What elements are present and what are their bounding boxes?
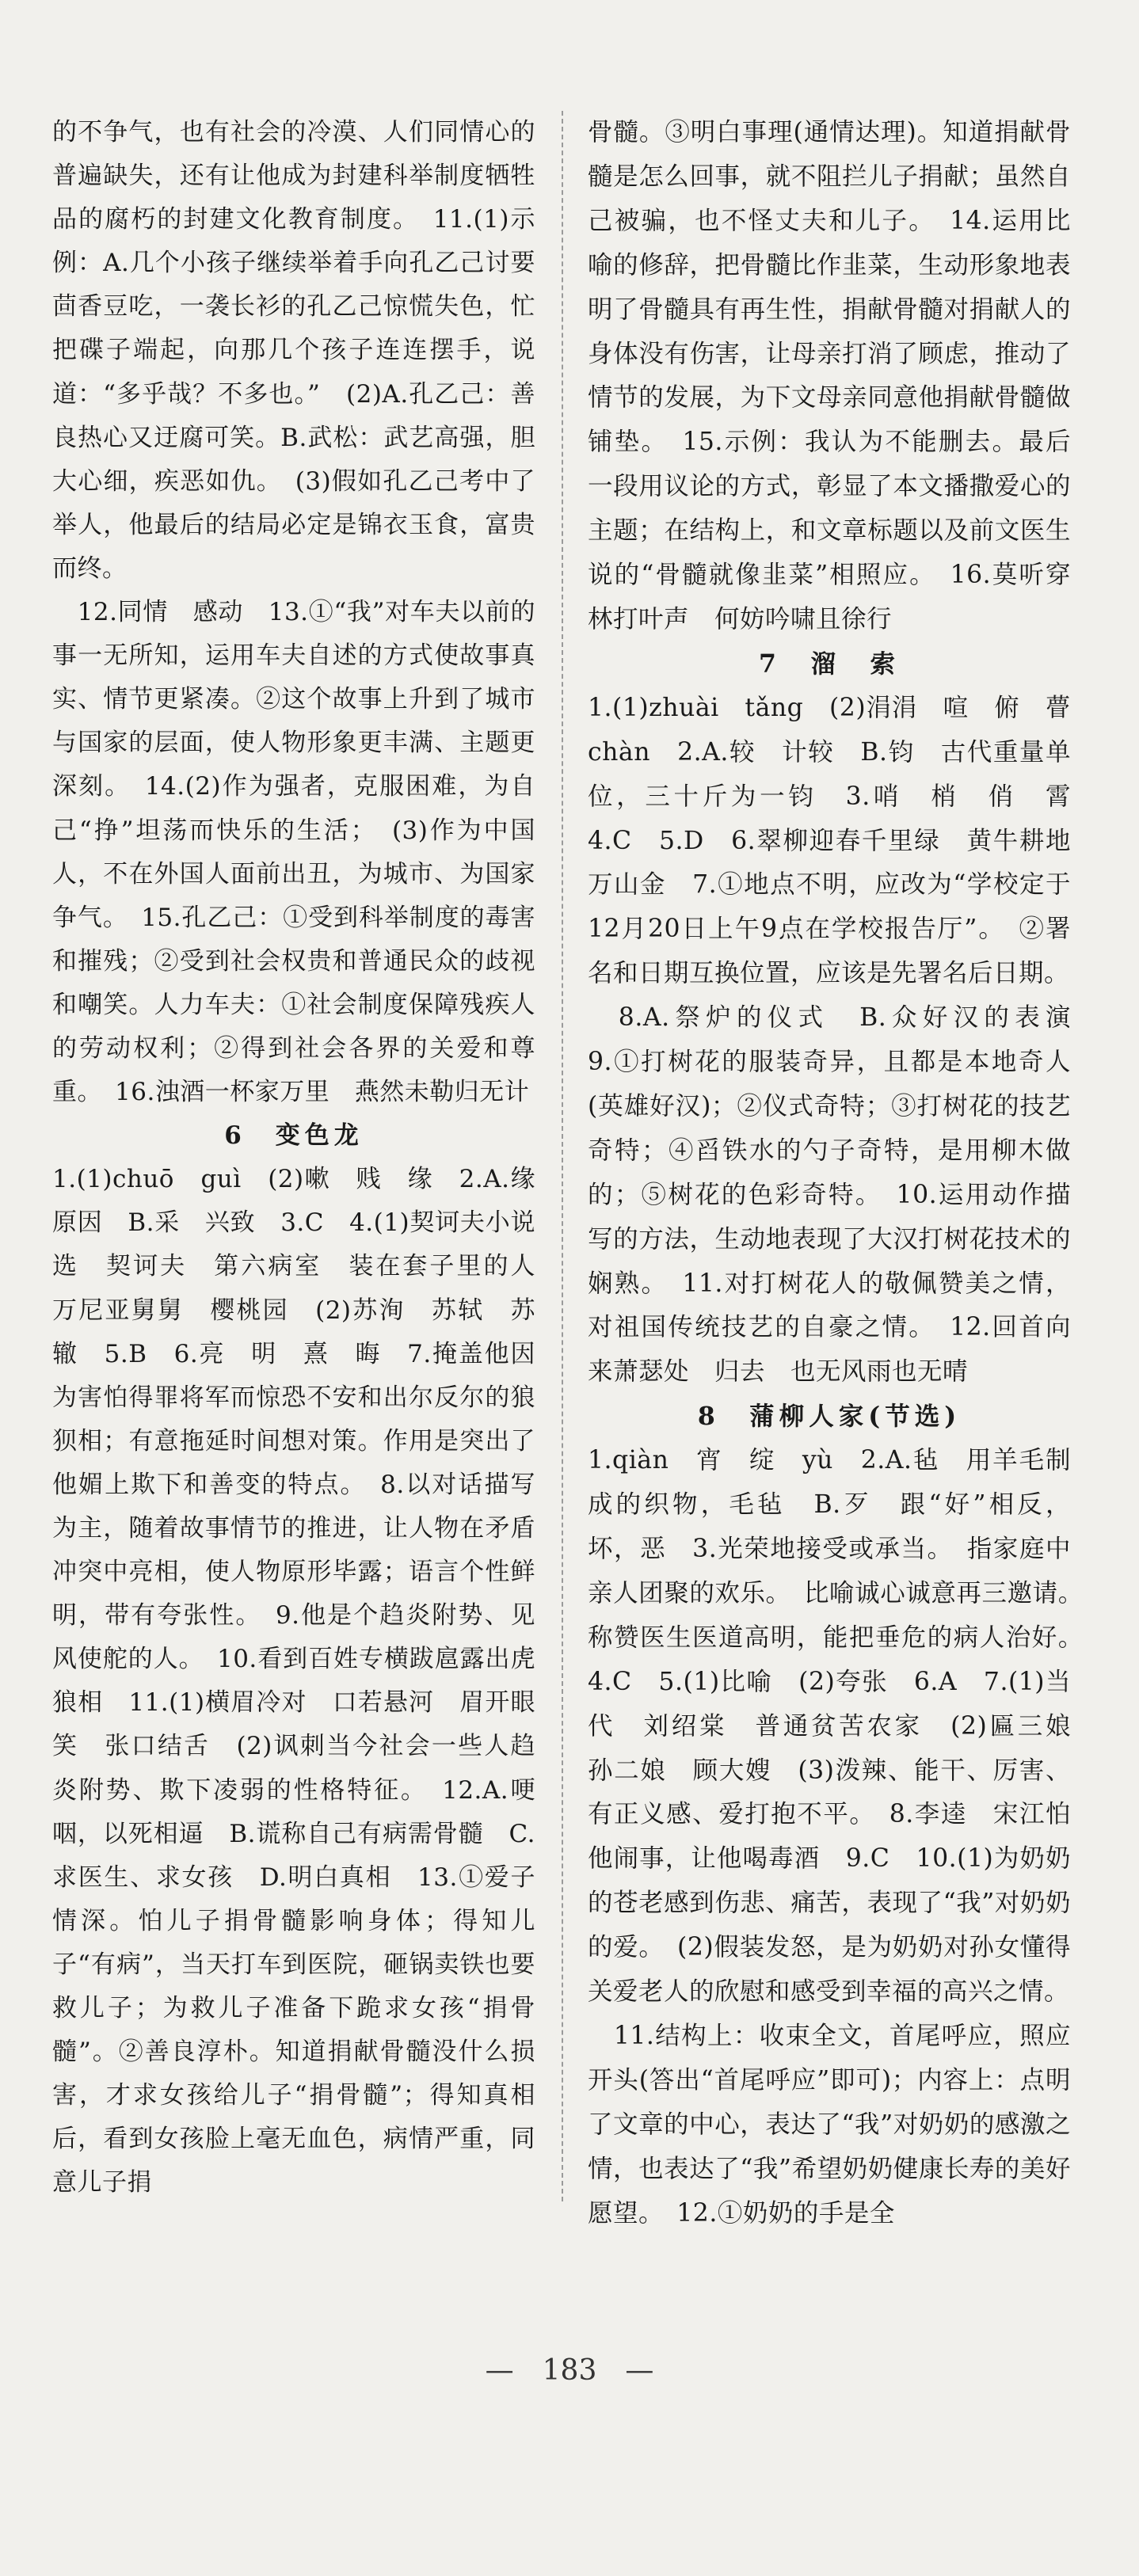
paragraph: 1.(1)zhuài tǎng (2)涓涓 喧 俯 瞢 chàn 2.A.较 计较 B.钧 古代重量单位，三十斤为一钧 3.哨 梢 俏 霄 4.C 5.D 6.翠柳迎春千里绿 黄牛耕地万山金 7.①地点不明，应改为“学校定于12月20日上午9点在学校报告厅”。 ②署名和日期互换位置，应该是先署名后日期。 [588,693,1097,988]
section-heading: 7 溜 索 [759,649,900,679]
section-heading: 8 蒲柳人家(节选) [697,1402,962,1432]
footer-dash-right: — [596,2354,654,2387]
paragraph: 骨髓。③明白事理(通情达理)。知道捐献骨髓是怎么回事，就不阻拦儿子捐献；虽然自己被骗，也不怪丈夫和儿子。 14.运用比喻的修辞，把骨髓比作韭菜，生动形象地表明了骨髓具有再生性，捐献骨髓对捐献人的身体没有伤害，让母亲打消了顾虑，推动了情节的发展，为下文母亲同意他捐献骨髓做铺垫。 15.示例：我认为不能删去。最后一段用议论的方式，彰显了本文播撒爱心的主题；在结构上，和文章标题以及前文医生说的“骨髓就像韭菜”相照应。 16.莫听穿林打叶声 何妨吟啸且徐行 [588,118,1071,634]
paragraph: 1.qiàn 宵 绽 yù 2.A.毡 用羊毛制成的织物，毛毡 B.歹 跟“好”相反，坏，恶 3.光荣地接受或承当。 指家庭中亲人团聚的欢乐。 比喻诚心诚意再三邀请。 称赞医生医道高明，能把垂危的病人治好。 4.C 5.(1)比喻 (2)夸张 6.A 7.(1)当代 刘绍棠 普通贫苦农家 (2)匾三娘 孙二娘 顾大嫂 (3)泼辣、能干、厉害、有正义感、爱打抱不平。 8.李逵 宋江怕他闹事，让他喝毒酒 9.C 10.(1)为奶奶的苍老感到伤悲、痛苦，表现了“我”对奶奶的爱。 (2)假装发怒，是为奶奶对孙女懂得关爱老人的欣慰和感受到幸福的高兴之情。 [588,1446,1097,2007]
paragraph: 12.同情 感动 13.①“我”对车夫以前的事一无所知，运用车夫自述的方式使故事真实、情节更紧凑。②这个故事上升到了城市与国家的层面，使人物形象更丰满、主题更深刻。 14.(2)作为强者，克服困难，为自己“挣”坦荡而快乐的生活； (3)作为中国人，不在外国人面前出丑，为城市、为国家争气。 15.孔乙己：①受到科举制度的毒害和摧残；②受到社会权贵和普通民众的歧视和嘲笑。人力车夫：①社会制度保障残疾人的劳动权利；②得到社会各界的关爱和尊重。 16.浊酒一杯家万里 燕然未勒归无计 [52,598,535,1107]
section-heading: 6 变色龙 [224,1121,364,1151]
page-number: 183 [542,2354,597,2387]
right-column [588,111,1097,2236]
footer-dash-left: — [485,2354,543,2387]
page-footer [0,2348,1139,2388]
paragraph: 的不争气，也有社会的冷漠、人们同情心的普遍缺失，还有让他成为封建科举制度牺牲品的腐朽的封建文化教育制度。 11.(1)示例：A.几个小孩子继续举着手向孔乙己讨要茴香豆吃，一袭长衫的孔乙己惊慌失色，忙把碟子端起，向那几个孩子连连摆手，说道：“多乎哉？不多也。” (2)A.孔乙己：善良热心又迂腐可笑。B.武松：武艺高强，胆大心细，疾恶如仇。 (3)假如孔乙己考中了举人，他最后的结局必定是锦衣玉食，富贵而终。 [52,118,535,583]
paragraph: 11.结构上：收束全文，首尾呼应，照应开头(答出“首尾呼应”即可)；内容上：点明了文章的中心，表达了“我”对奶奶的感激之情，也表达了“我”希望奶奶健康长寿的美好愿望。 12.①奶奶的手是全 [588,2021,1071,2228]
paragraph: 8.A.祭炉的仪式 B.众好汉的表演 9.①打树花的服装奇异，且都是本地奇人(英雄好汉)；②仪式奇特；③打树花的技艺奇特；④舀铁水的勺子奇特，是用柳木做的；⑤树花的色彩奇特。 10.运用动作描写的方法，生动地表现了大汉打树花技术的娴熟。 11.对打树花人的敬佩赞美之情，对祖国传统技艺的自豪之情。 12.回首向来萧瑟处 归去 也无风雨也无晴 [588,1003,1097,1387]
paragraph: 1.(1)chuō guì (2)嗽 贱 缘 2.A.缘 原因 B.采 兴致 3.C 4.(1)契诃夫小说选 契诃夫 第六病室 装在套子里的人 万尼亚舅舅 樱桃园 (2)苏洵 苏轼 苏辙 5.B 6.亮 明 熹 晦 7.掩盖他因为害怕得罪将军而惊恐不安和出尔反尔的狼狈相；有意拖延时间想对策。作用是突出了他媚上欺下和善变的特点。 8.以对话描写为主，随着故事情节的推进，让人物在矛盾冲突中亮相，使人物原形毕露；语言个性鲜明，带有夸张性。 9.他是个趋炎附势、见风使舵的人。 10.看到百姓专横跋扈露出虎狼相 11.(1)横眉冷对 口若悬河 眉开眼笑 张口结舌 (2)讽刺当今社会一些人趋炎附势、欺下凌弱的性格特征。 12.A.哽咽，以死相逼 B.谎称自己有病需骨髓 C.求医生、求女孩 D.明白真相 13.①爱子情深。怕儿子捐骨髓影响身体；得知儿子“有病”，当天打车到医院，砸锅卖铁也要救儿子；为救儿子准备下跪求女孩“捐骨髓”。②善良淳朴。知道捐献骨髓没什么损害，才求女孩给儿子“捐骨髓”；得知真相后，看到女孩脸上毫无血色，病情严重，同意儿子捐 [52,1165,561,2197]
column-divider [562,111,563,2201]
left-column [52,111,561,2205]
